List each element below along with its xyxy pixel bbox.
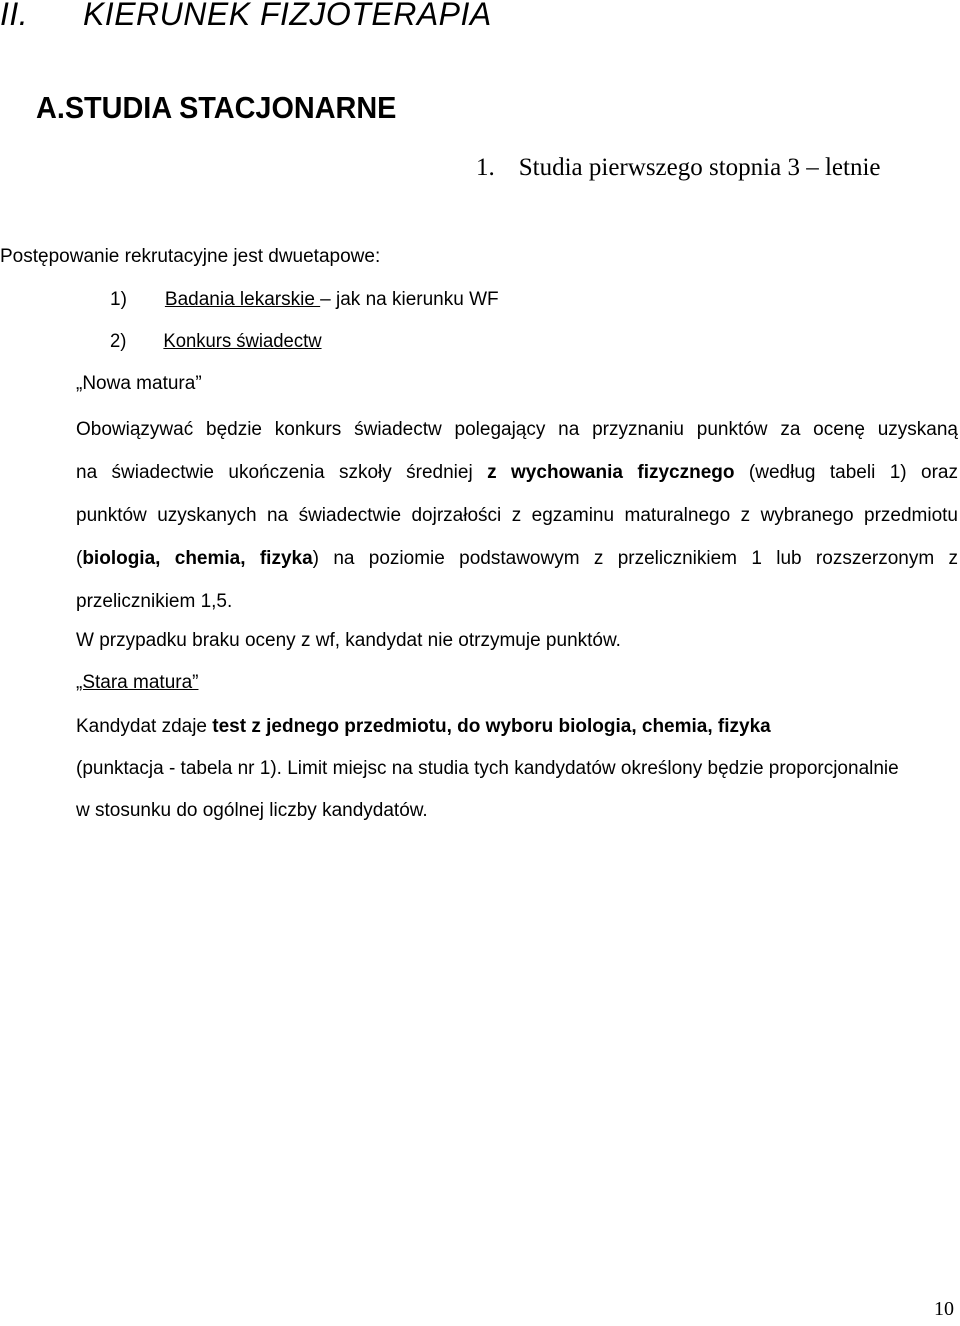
line-text: Kandydat zdaje	[76, 716, 213, 737]
line-text: (	[76, 548, 83, 569]
list-item-rest: – jak na kierunku WF	[320, 289, 499, 310]
old-matura-line	[76, 716, 771, 738]
list-item	[110, 331, 322, 353]
chapter-title	[0, 0, 492, 33]
old-matura-line: w stosunku do ogólnej liczby kandydatów.	[76, 800, 428, 821]
line-text: punktów uzyskanych na świadectwie dojrzałości z egzaminu maturalnego z wybranego przedmiotu	[76, 505, 958, 526]
paragraph-line	[76, 494, 958, 537]
section-title-text: STUDIA STACJONARNE	[64, 90, 397, 125]
list-item-underlined: Konkurs świadectw	[163, 331, 322, 352]
new-matura-paragraph	[76, 408, 958, 623]
line-bold: z wychowania fizycznego	[487, 462, 735, 483]
line-bold: test z jednego przedmiotu, do wyboru biologia, chemia, fizyka	[212, 716, 771, 737]
old-matura-heading: „Stara matura”	[76, 672, 199, 693]
subsection-title	[476, 154, 880, 182]
recruitment-intro: Postępowanie rekrutacyjne jest dwuetapowe:	[0, 246, 381, 267]
paragraph-line	[76, 451, 958, 494]
list-item-number: 1)	[110, 289, 127, 310]
new-matura-heading: „Nowa matura”	[76, 373, 202, 394]
chapter-number: II.	[0, 0, 29, 32]
no-grade-note: W przypadku braku oceny z wf, kandydat nie otrzymuje punktów.	[76, 630, 621, 651]
section-label: A.	[36, 90, 65, 125]
paragraph-line	[76, 537, 958, 580]
chapter-title-text: KIERUNEK FIZJOTERAPIA	[82, 0, 492, 32]
page-number: 10	[934, 1298, 954, 1320]
line-text: (według tabeli 1) oraz	[734, 462, 958, 483]
section-title	[36, 90, 396, 126]
line-text: ) na poziomie podstawowym z przelicznikiem 1 lub rozszerzonym z	[312, 548, 958, 569]
line-text: przelicznikiem 1,5.	[76, 591, 233, 612]
list-item	[110, 289, 499, 311]
subsection-title-text: Studia pierwszego stopnia 3 – letnie	[518, 154, 881, 181]
line-text: Obowiązywać będzie konkurs świadectw polegający na przyznaniu punktów za ocenę uzyskaną	[76, 419, 958, 440]
paragraph-line	[76, 580, 958, 623]
paragraph-line	[76, 408, 958, 451]
line-text: na świadectwie ukończenia szkoły średniej	[76, 462, 488, 483]
old-matura-line: (punktacja - tabela nr 1). Limit miejsc na studia tych kandydatów określony będzie proporcjonalnie	[76, 758, 899, 779]
line-bold: biologia, chemia, fizyka	[82, 548, 313, 569]
subsection-number: 1.	[476, 154, 495, 181]
list-item-underlined: Badania lekarskie	[164, 289, 321, 310]
list-item-number: 2)	[110, 331, 127, 352]
